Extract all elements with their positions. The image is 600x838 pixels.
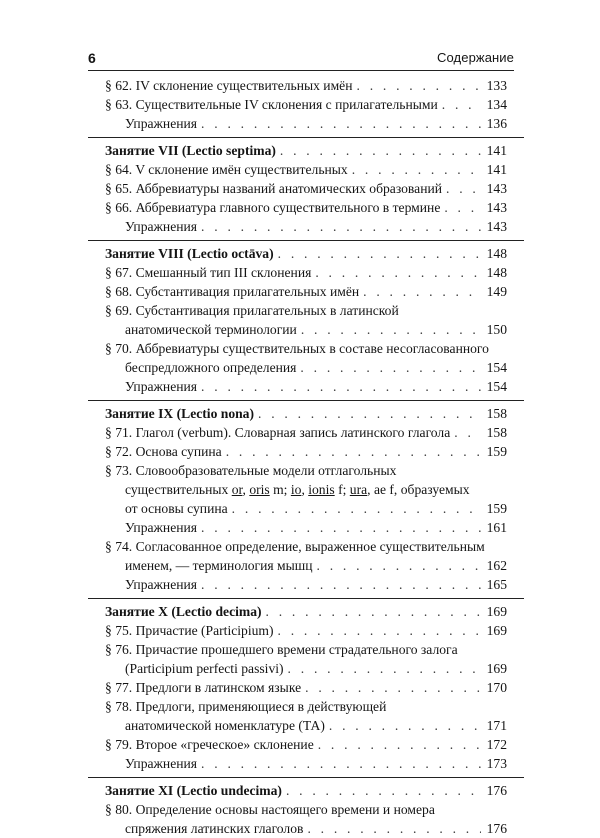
toc-entry-title: Занятие VIII (Lectio octāva) (105, 246, 274, 261)
toc-entry[interactable] (105, 198, 507, 217)
toc-entry[interactable] (105, 282, 507, 301)
dot-leader (201, 377, 481, 396)
dot-leader (201, 754, 481, 773)
dot-leader (286, 781, 481, 800)
toc-entry[interactable] (105, 461, 507, 480)
dot-leader (288, 659, 481, 678)
toc-entry-title: Упражнения (125, 520, 198, 535)
toc-page-number: 172 (486, 737, 507, 752)
toc-entry-title: § 68. Субстантивация прилагательных имён (105, 284, 360, 299)
dot-leader (201, 518, 481, 537)
page-number: 6 (88, 50, 96, 66)
toc-entry[interactable] (105, 95, 507, 114)
toc-text-fragment: f; (334, 482, 350, 497)
toc-entry-title: § 79. Второе «греческое» склонение (105, 737, 314, 752)
toc-entry[interactable] (105, 575, 507, 594)
toc-entry[interactable] (105, 537, 507, 556)
toc-page-number: 173 (486, 756, 507, 771)
toc-page-number: 159 (486, 444, 507, 459)
dot-leader (315, 263, 481, 282)
toc-text-fragment: существительных (125, 482, 232, 497)
section-divider (88, 137, 524, 138)
table-of-contents (105, 76, 507, 838)
toc-entry-title: спряжения латинских глаголов (125, 821, 304, 836)
toc-entry-title: § 63. Существительные IV склонения с прилагательными (105, 97, 438, 112)
dot-leader (280, 141, 481, 160)
toc-entry[interactable] (105, 339, 507, 358)
toc-entry-title: § 66. Аббревиатура главного существительного в термине (105, 200, 441, 215)
toc-text-fragment: , ae f, образуемых (367, 482, 470, 497)
toc-page-number: 136 (486, 116, 507, 131)
toc-page-number: 143 (486, 200, 507, 215)
toc-entry[interactable] (105, 556, 507, 575)
dot-leader (305, 678, 481, 697)
toc-page-number: 150 (486, 322, 507, 337)
dot-leader (258, 404, 481, 423)
toc-entry-title: Занятие X (Lectio decima) (105, 604, 262, 619)
dot-leader (363, 282, 481, 301)
toc-entry[interactable] (105, 263, 507, 282)
toc-entry-title: (Participium perfecti passivi) (125, 661, 284, 676)
toc-text-fragment: ionis (308, 482, 335, 497)
toc-page-number: 169 (486, 604, 507, 619)
toc-entry[interactable] (105, 678, 507, 697)
toc-entry-title: Занятие XI (Lectio undecima) (105, 783, 282, 798)
toc-page-number: 141 (486, 143, 507, 158)
toc-entry[interactable] (105, 735, 507, 754)
dot-leader (352, 160, 481, 179)
toc-page-number: 165 (486, 577, 507, 592)
dot-leader (317, 556, 481, 575)
toc-entry[interactable] (105, 800, 507, 819)
toc-entry-title: § 76. Причастие прошедшего времени страдательного залога (105, 642, 458, 657)
dot-leader (329, 716, 481, 735)
toc-text-fragment: io (290, 482, 302, 497)
toc-text-fragment: , (242, 482, 250, 497)
toc-entry-title: Занятие VII (Lectio septima) (105, 143, 276, 158)
toc-lesson-heading[interactable] (105, 602, 507, 621)
toc-page-number: 170 (486, 680, 507, 695)
toc-entry[interactable] (105, 499, 507, 518)
toc-page-number: 134 (486, 97, 507, 112)
section-divider (88, 400, 524, 401)
toc-page-number: 171 (486, 718, 507, 733)
toc-entry[interactable] (105, 377, 507, 396)
toc-page-number: 148 (486, 265, 507, 280)
toc-entry[interactable] (105, 217, 507, 236)
toc-entry[interactable] (105, 659, 507, 678)
section-divider (88, 240, 524, 241)
toc-entry-title: § 67. Смешанный тип III склонения (105, 265, 312, 280)
toc-entry-title: § 80. Определение основы настоящего времени и номера (105, 802, 435, 817)
dot-leader (266, 602, 481, 621)
toc-text-fragment: oris (249, 482, 270, 497)
toc-entry[interactable] (105, 442, 507, 461)
toc-entry-title: от основы супина (125, 501, 228, 516)
dot-leader (278, 621, 481, 640)
dot-leader (446, 179, 481, 198)
toc-page-number: 176 (486, 783, 507, 798)
dot-leader (300, 358, 481, 377)
toc-entry-title: именем, — терминология мышц (125, 558, 313, 573)
toc-entry[interactable] (105, 480, 507, 499)
toc-entry-title: Упражнения (125, 219, 198, 234)
dot-leader (301, 320, 481, 339)
toc-entry-title: § 75. Причастие (Participium) (105, 623, 274, 638)
dot-leader (201, 217, 481, 236)
toc-entry[interactable] (105, 301, 507, 320)
dot-leader (201, 575, 481, 594)
toc-entry-title: Упражнения (125, 116, 198, 131)
toc-entry[interactable] (105, 358, 507, 377)
dot-leader (307, 819, 481, 838)
toc-page-number: 154 (486, 379, 507, 394)
toc-text-fragment: or (231, 482, 243, 497)
toc-entry[interactable] (105, 320, 507, 339)
toc-page-number: 154 (486, 360, 507, 375)
toc-page-number: 169 (486, 623, 507, 638)
toc-entry[interactable] (105, 819, 507, 838)
toc-entry[interactable] (105, 518, 507, 537)
dot-leader (232, 499, 481, 518)
toc-page-number: 158 (486, 425, 507, 440)
toc-entry-title (125, 480, 507, 499)
dot-leader (444, 198, 481, 217)
toc-lesson-heading[interactable] (105, 404, 507, 423)
toc-entry[interactable] (105, 179, 507, 198)
toc-entry[interactable] (105, 114, 507, 133)
dot-leader (226, 442, 481, 461)
section-divider (88, 598, 524, 599)
toc-entry-title: § 74. Согласованное определение, выраженное существительным (105, 539, 485, 554)
toc-entry-title: Занятие IX (Lectio nona) (105, 406, 255, 421)
toc-entry-title: § 77. Предлоги в латинском языке (105, 680, 302, 695)
toc-entry[interactable] (105, 754, 507, 773)
toc-page-number: 159 (486, 501, 507, 516)
dot-leader (442, 95, 481, 114)
toc-entry-title: анатомической номенклатуре (ТА) (125, 718, 325, 733)
toc-entry-title: беспредложного определения (125, 360, 297, 375)
toc-page-number: 149 (486, 284, 507, 299)
dot-leader (318, 735, 481, 754)
toc-entry[interactable] (105, 716, 507, 735)
toc-entry-title: § 69. Субстантивация прилагательных в латинской (105, 303, 399, 318)
toc-page-number: 143 (486, 181, 507, 196)
toc-entry[interactable] (105, 423, 507, 442)
toc-page-number: 158 (486, 406, 507, 421)
toc-entry-title: § 62. IV склонение существительных имён (105, 78, 353, 93)
toc-lesson-heading[interactable] (105, 244, 507, 263)
toc-lesson-heading[interactable] (105, 781, 507, 800)
toc-entry-title: § 73. Словообразовательные модели отглагольных (105, 463, 397, 478)
toc-entry[interactable] (105, 76, 507, 95)
toc-entry-title: § 78. Предлоги, применяющиеся в действующей (105, 699, 387, 714)
toc-entry-title: § 72. Основа супина (105, 444, 222, 459)
toc-page-number: 141 (486, 162, 507, 177)
toc-entry[interactable] (105, 160, 507, 179)
toc-entry-title: § 64. V склонение имён существительных (105, 162, 348, 177)
toc-page-number: 162 (486, 558, 507, 573)
toc-entry-title: Упражнения (125, 577, 198, 592)
toc-page-number: 148 (486, 246, 507, 261)
page-header (88, 46, 514, 68)
toc-page-number: 143 (486, 219, 507, 234)
toc-entry-title: § 71. Глагол (verbum). Словарная запись латинского глагола (105, 425, 451, 440)
toc-entry-title: Упражнения (125, 756, 198, 771)
toc-page-number: 169 (486, 661, 507, 676)
section-divider (88, 777, 524, 778)
toc-entry[interactable] (105, 640, 507, 659)
toc-page-number: 133 (486, 78, 507, 93)
toc-entry-title: анатомической терминологии (125, 322, 297, 337)
toc-entry-title: § 65. Аббревиатуры названий анатомических образований (105, 181, 443, 196)
dot-leader (201, 114, 481, 133)
dot-leader (454, 423, 481, 442)
dot-leader (278, 244, 481, 263)
dot-leader (357, 76, 482, 95)
toc-text-fragment: m; (269, 482, 291, 497)
section-title: Содержание (437, 50, 514, 65)
toc-entry-title: § 70. Аббревиатуры существительных в составе несогласованного (105, 341, 489, 356)
toc-page-number: 161 (486, 520, 507, 535)
toc-entry[interactable] (105, 621, 507, 640)
toc-text-fragment: , (301, 482, 309, 497)
toc-entry-title: Упражнения (125, 379, 198, 394)
toc-lesson-heading[interactable] (105, 141, 507, 160)
header-rule (88, 70, 514, 71)
toc-page-number: 176 (486, 821, 507, 836)
toc-text-fragment: ura (349, 482, 368, 497)
toc-entry[interactable] (105, 697, 507, 716)
